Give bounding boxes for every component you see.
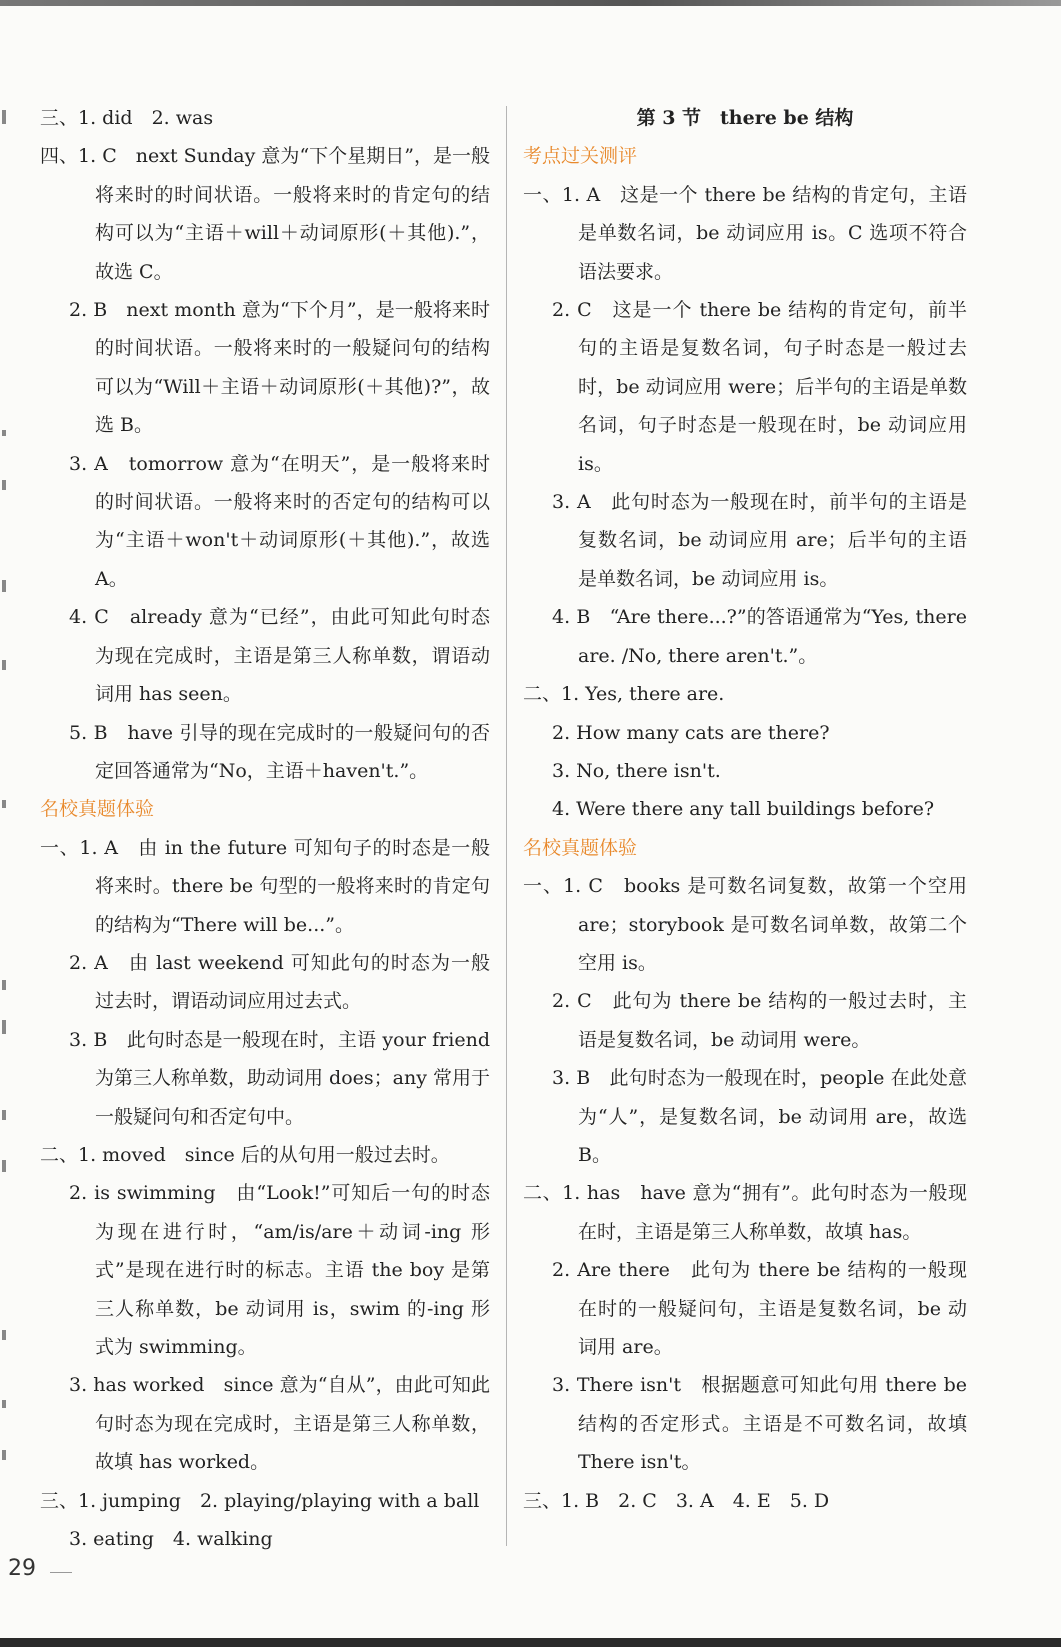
right-column	[523, 99, 967, 1520]
answer-item: 3. has worked since 意为“自从”，由此可知此句时态为现在完成时，主语是第三人称单数，故填 has worked。	[69, 1374, 490, 1474]
answer-item: 3. A 此句时态为一般现在时，前半句的主语是复数名词，be 动词应用 are；后半句的主语是单数名词，be 动词应用 is。	[552, 491, 967, 590]
answer-item: 一、1. A 这是一个 there be 结构的肯定句，主语是单数名词，be 动词应用 is。C 选项不符合语法要求。	[523, 183, 967, 283]
column-divider	[506, 106, 507, 1546]
section-heading: 名校真题体验	[40, 798, 155, 821]
section-title: 第 3 节 there be 结构	[636, 107, 854, 129]
answer-item: 3. A tomorrow 意为“在明天”，是一般将来时的时间状语。一般将来时的否定句的结构可以为“主语＋won't＋动词原形(＋其他).”，故选 A。	[69, 452, 490, 590]
answer-item: 3. B 此句时态为一般现在时，people 在此处意为“人”，是复数名词，be 动词用 are，故选 B。	[552, 1067, 967, 1166]
answer-item: 3. There isn't 根据题意可知此句用 there be 结构的否定形式。主语是不可数名词，故填 There isn't。	[552, 1374, 967, 1474]
section-heading: 考点过关测评	[523, 145, 638, 168]
answer-item: 2. is swimming 由“Look!”可知后一句的时态为现在进行时，“am/is/are＋动词-ing 形式”是现在进行时的标志。主语 the boy 是第三人称单数，be 动词用 is，swim 的-ing 形式为 swimming。	[69, 1182, 490, 1358]
answer-item: 2. How many cats are there?	[552, 721, 830, 744]
answer-item: 一、1. C books 是可数名词复数，故第一个空用 are；storybook 是可数名词单数，故第二个空用 is。	[523, 875, 967, 974]
answer-item: 一、1. A 由 in the future 可知句子的时态是一般将来时。there be 句型的一般将来时的肯定句的结构为“There will be...”。	[40, 836, 490, 936]
left-column	[40, 99, 490, 1558]
answer-item: 4. B “Are there...?”的答语通常为“Yes, there are. /No, there aren't.”。	[552, 606, 967, 667]
page-number-dash	[50, 1572, 72, 1573]
answer-item: 3. eating 4. walking	[69, 1528, 273, 1551]
answer-item: 2. C 这是一个 there be 结构的肯定句，前半句的主语是复数名词，句子时态是一般过去时，be 动词应用 were；后半句的主语是单数名词，句子时态是一般现在时，be 动词应用 is。	[552, 299, 967, 475]
answer-item: 三、1. jumping 2. playing/playing with a ball	[40, 1489, 480, 1512]
answer-item: 2. B next month 意为“下个月”，是一般将来时的时间状语。一般将来时的一般疑问句的结构可以为“Will＋主语＋动词原形(＋其他)?”，故选 B。	[69, 299, 490, 437]
answer-item: 3. No, there isn't.	[552, 759, 721, 782]
page-number: 29	[8, 1556, 36, 1581]
answer-item: 2. A 由 last weekend 可知此句的时态为一般过去时，谓语动词应用过去式。	[69, 951, 490, 1013]
answer-item: 5. B have 引导的现在完成时的一般疑问句的否定回答通常为“No，主语＋haven't.”。	[69, 721, 490, 782]
scan-top-edge	[0, 0, 1061, 6]
answer-item: 4. C already 意为“已经”，由此可知此句时态为现在完成时，主语是第三人称单数，谓语动词用 has seen。	[69, 606, 490, 706]
answer-item: 三、1. did 2. was	[40, 107, 214, 129]
answer-item: 4. Were there any tall buildings before?	[552, 798, 935, 821]
answer-item: 二、1. Yes, there are.	[523, 683, 725, 706]
answer-item: 2. C 此句为 there be 结构的一般过去时，主语是复数名词，be 动词用 were。	[552, 990, 967, 1051]
scan-bottom-edge	[0, 1638, 1061, 1647]
section-heading: 名校真题体验	[523, 836, 638, 859]
answer-item: 三、1. B 2. C 3. A 4. E 5. D	[523, 1489, 830, 1512]
binding-gutter-marks	[0, 100, 14, 1500]
answer-item: 2. Are there 此句为 there be 结构的一般现在时的一般疑问句，主语是复数名词，be 动词用 are。	[552, 1259, 967, 1358]
answer-item: 二、1. has have 意为“拥有”。此句时态为一般现在时，主语是第三人称单数，故填 has。	[523, 1182, 967, 1243]
answer-item: 二、1. moved since 后的从句用一般过去时。	[40, 1143, 450, 1166]
answer-item: 四、1. C next Sunday 意为“下个星期日”，是一般将来时的时间状语。一般将来时的肯定句的结构可以为“主语＋will＋动词原形(＋其他).”，故选 C。	[40, 145, 490, 283]
answer-item: 3. B 此句时态是一般现在时，主语 your friend 为第三人称单数，助动词用 does；any 常用于一般疑问句和否定句中。	[69, 1028, 490, 1128]
